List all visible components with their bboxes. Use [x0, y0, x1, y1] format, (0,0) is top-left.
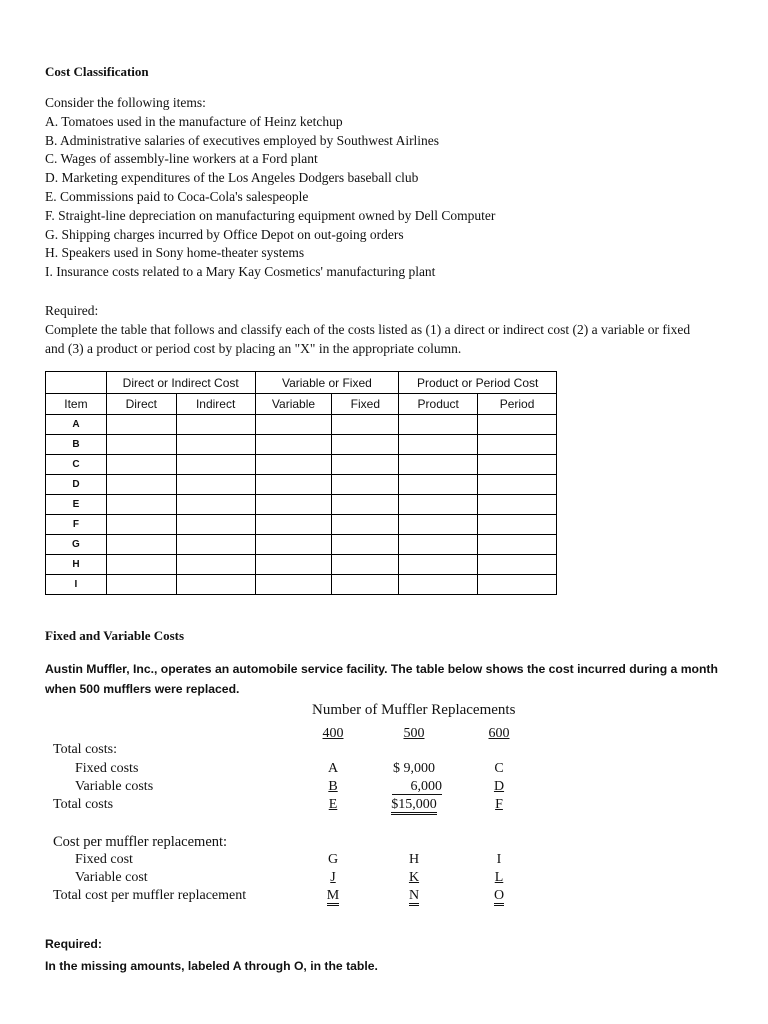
table-cell[interactable]: [332, 435, 399, 455]
table-cell[interactable]: [478, 515, 557, 535]
section2-intro-line1: Austin Muffler, Inc., operates an automobile service facility. The table below shows the cost incurred during a month: [45, 662, 718, 676]
table-cell[interactable]: [176, 455, 255, 475]
table-cell[interactable]: [176, 535, 255, 555]
list-item: D. Marketing expenditures of the Los Angeles Dodgers baseball club: [45, 170, 419, 186]
table-cell[interactable]: [332, 535, 399, 555]
label-fixed-costs: Fixed costs: [75, 761, 139, 776]
table-cell[interactable]: [478, 575, 557, 595]
table-cell[interactable]: [255, 415, 332, 435]
column-header-500: 500: [403, 726, 425, 741]
column-header-400: 400: [322, 726, 344, 741]
header-item: Item: [46, 394, 107, 415]
list-item: H. Speakers used in Sony home-theater systems: [45, 245, 305, 261]
row-item-label: F: [46, 515, 107, 535]
table-cell[interactable]: [332, 455, 399, 475]
row-item-label: G: [46, 535, 107, 555]
value-fixed-costs-500: $ 9,000: [393, 761, 435, 776]
table-cell[interactable]: [176, 415, 255, 435]
header-fixed: Fixed: [332, 394, 399, 415]
table-cell[interactable]: [176, 575, 255, 595]
table-cell[interactable]: [176, 435, 255, 455]
value-fixed-costs-400: A: [327, 761, 339, 776]
table-cell[interactable]: [399, 555, 478, 575]
section2-required: [45, 934, 378, 976]
label-total-costs-heading: Total costs:: [53, 742, 117, 757]
value-total-per-unit-600: O: [494, 888, 504, 906]
value-variable-costs-500: 6,000: [392, 779, 442, 795]
table-cell[interactable]: [332, 555, 399, 575]
label-variable-cost: Variable cost: [75, 870, 148, 885]
value-variable-cost-400: J: [330, 870, 336, 885]
table-cell[interactable]: [478, 455, 557, 475]
table-row: [46, 455, 557, 475]
table-cell[interactable]: [478, 435, 557, 455]
table-cell[interactable]: [255, 575, 332, 595]
label-total-cost-per-replacement: Total cost per muffler replacement: [53, 888, 247, 903]
table-group-header-row: [46, 372, 557, 394]
row-item-label: C: [46, 455, 107, 475]
row-item-label: H: [46, 555, 107, 575]
table-cell[interactable]: [176, 495, 255, 515]
table-cell[interactable]: [106, 495, 176, 515]
table-cell[interactable]: [255, 555, 332, 575]
table-cell[interactable]: [255, 535, 332, 555]
list-item: B. Administrative salaries of executives employed by Southwest Airlines: [45, 132, 440, 148]
list-item: G. Shipping charges incurred by Office Depot on out-going orders: [45, 226, 404, 242]
table-cell[interactable]: [478, 555, 557, 575]
required-text-line2: and (3) a product or period cost by placing an "X" in the appropriate column.: [45, 341, 462, 356]
table-cell[interactable]: [106, 575, 176, 595]
section2-intro-line2: when 500 mufflers were replaced.: [45, 682, 240, 696]
table-cell[interactable]: [255, 455, 332, 475]
table-cell[interactable]: [255, 475, 332, 495]
value-variable-cost-600: L: [494, 870, 504, 885]
items-list: [45, 94, 745, 282]
value-total-per-unit-400: M: [327, 888, 339, 906]
table-row: [46, 435, 557, 455]
value-fixed-cost-400: G: [327, 852, 339, 867]
label-cost-per-replacement: Cost per muffler replacement:: [53, 834, 228, 850]
table-cell[interactable]: [106, 475, 176, 495]
section-title-cost-classification: Cost Classification: [45, 64, 149, 79]
label-variable-costs: Variable costs: [75, 779, 154, 794]
label-total-costs: Total costs: [53, 797, 114, 812]
section2-required-label: Required:: [45, 937, 102, 951]
value-total-per-unit-500: N: [409, 888, 419, 906]
value-variable-cost-500: K: [408, 870, 420, 885]
table-cell[interactable]: [332, 415, 399, 435]
table-cell[interactable]: [176, 555, 255, 575]
table-cell[interactable]: [255, 515, 332, 535]
required-block: [45, 301, 755, 358]
table-row: [46, 515, 557, 535]
table-row: [46, 415, 557, 435]
row-item-label: B: [46, 435, 107, 455]
table-cell[interactable]: [332, 495, 399, 515]
header-direct: Direct: [106, 394, 176, 415]
header-variable: Variable: [255, 394, 332, 415]
section2-intro: [45, 659, 755, 699]
table-cell[interactable]: [399, 415, 478, 435]
value-total-costs-400: E: [328, 797, 338, 812]
table-row: [46, 535, 557, 555]
table-cell[interactable]: [478, 495, 557, 515]
list-item: I. Insurance costs related to a Mary Kay Cosmetics' manufacturing plant: [45, 264, 436, 280]
table-header-cell: [46, 372, 107, 394]
table-cell[interactable]: [106, 455, 176, 475]
value-fixed-cost-600: I: [496, 852, 502, 867]
group-header-direct-indirect: Direct or Indirect Cost: [106, 372, 255, 394]
row-item-label: A: [46, 415, 107, 435]
table-cell[interactable]: [106, 415, 176, 435]
list-item: C. Wages of assembly-line workers at a Ford plant: [45, 151, 318, 167]
row-item-label: I: [46, 575, 107, 595]
table-cell[interactable]: [478, 535, 557, 555]
table-cell[interactable]: [332, 515, 399, 535]
table-cell[interactable]: [255, 435, 332, 455]
value-fixed-costs-600: C: [494, 761, 504, 776]
row-item-label: E: [46, 495, 107, 515]
table-row: [46, 475, 557, 495]
row-item-label: D: [46, 475, 107, 495]
table-cell[interactable]: [478, 415, 557, 435]
table-cell[interactable]: [176, 475, 255, 495]
value-fixed-cost-500: H: [408, 852, 420, 867]
table-sub-header-row: [46, 394, 557, 415]
required-label: Required:: [45, 303, 99, 318]
classification-table: [45, 371, 557, 595]
table-cell[interactable]: [399, 575, 478, 595]
value-total-costs-600: F: [495, 797, 503, 812]
header-product: Product: [399, 394, 478, 415]
section-title-fixed-variable-costs: Fixed and Variable Costs: [45, 628, 185, 643]
table-cell[interactable]: [255, 495, 332, 515]
value-variable-costs-600: D: [493, 779, 505, 794]
muffler-table-title: Number of Muffler Replacements: [312, 702, 516, 718]
table-cell[interactable]: [478, 475, 557, 495]
table-cell[interactable]: [399, 535, 478, 555]
table-row: [46, 555, 557, 575]
value-total-costs-500: $15,000: [391, 797, 437, 815]
table-cell[interactable]: [106, 535, 176, 555]
table-row: [46, 495, 557, 515]
header-period: Period: [478, 394, 557, 415]
table-cell[interactable]: [332, 575, 399, 595]
table-cell[interactable]: [106, 435, 176, 455]
table-cell[interactable]: [332, 475, 399, 495]
table-cell[interactable]: [106, 555, 176, 575]
table-cell[interactable]: [399, 515, 478, 535]
header-indirect: Indirect: [176, 394, 255, 415]
table-cell[interactable]: [399, 435, 478, 455]
items-intro: Consider the following items:: [45, 95, 206, 110]
group-header-product-period: Product or Period Cost: [399, 372, 557, 394]
required-text-line1: Complete the table that follows and classify each of the costs listed as (1) a direct or indirect cost (2) a variable or fixed: [45, 322, 691, 337]
list-item: E. Commissions paid to Coca-Cola's salespeople: [45, 188, 309, 204]
list-item: A. Tomatoes used in the manufacture of Heinz ketchup: [45, 113, 343, 129]
table-cell[interactable]: [399, 455, 478, 475]
column-header-600: 600: [488, 726, 510, 741]
table-row: [46, 575, 557, 595]
table-cell[interactable]: [176, 515, 255, 535]
table-cell[interactable]: [106, 515, 176, 535]
group-header-variable-fixed: Variable or Fixed: [255, 372, 399, 394]
list-item: F. Straight-line depreciation on manufacturing equipment owned by Dell Computer: [45, 207, 496, 223]
label-fixed-cost: Fixed cost: [75, 852, 133, 867]
table-cell[interactable]: [399, 495, 478, 515]
table-cell[interactable]: [399, 475, 478, 495]
value-variable-costs-400: B: [328, 779, 338, 794]
section2-required-text: In the missing amounts, labeled A through O, in the table.: [45, 959, 378, 973]
